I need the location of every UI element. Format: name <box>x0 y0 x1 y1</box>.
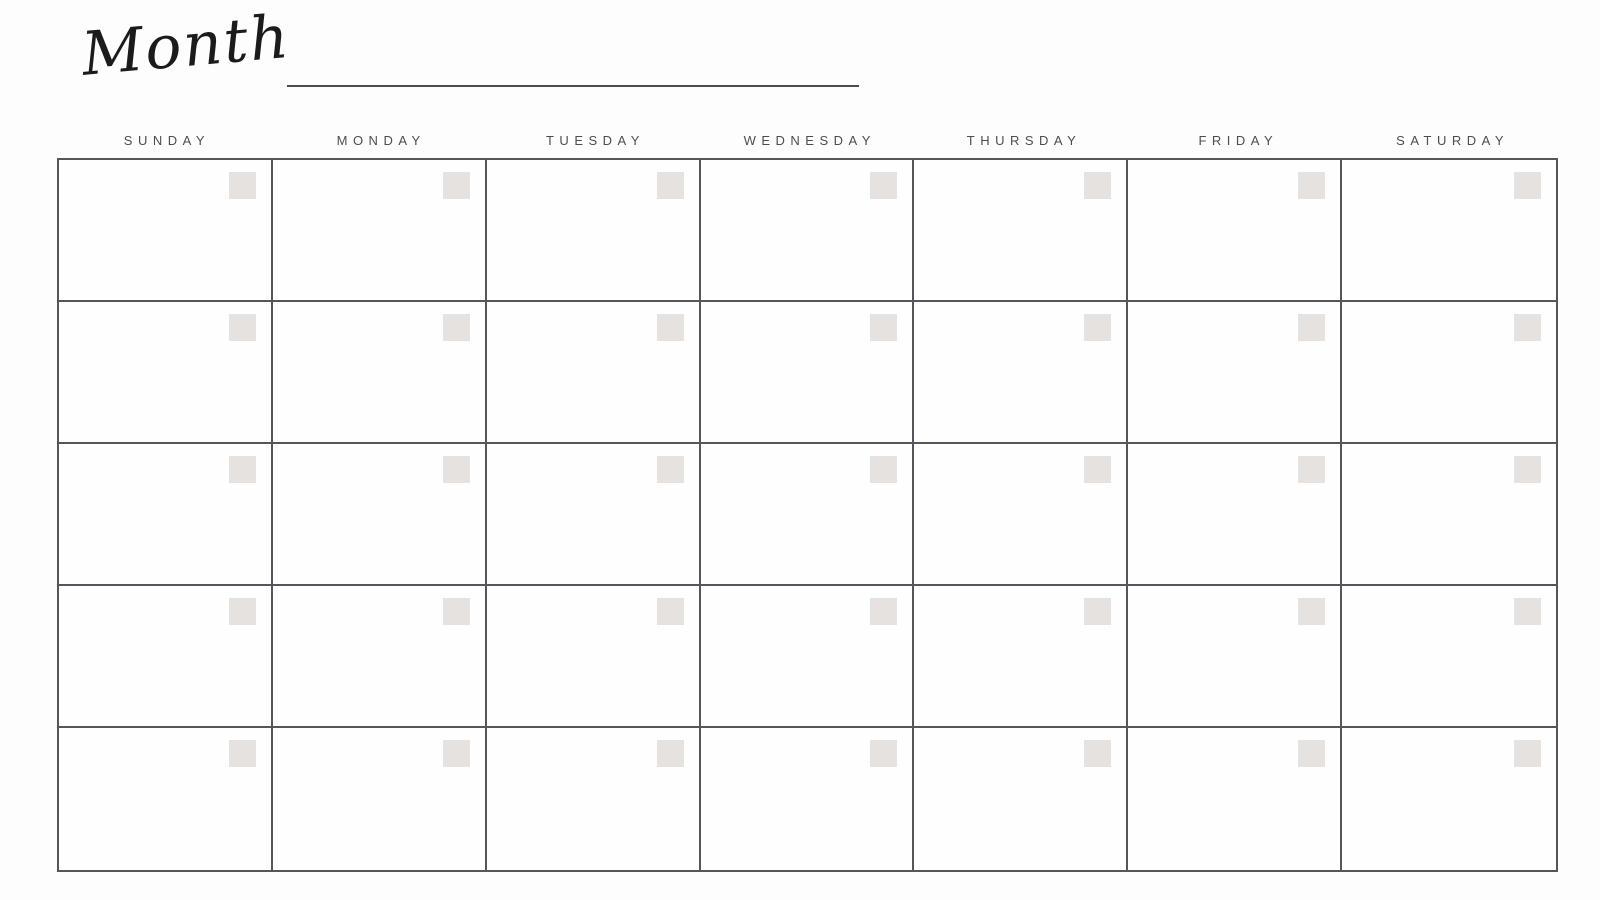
date-placeholder-square <box>229 314 256 341</box>
date-placeholder-square <box>1298 740 1325 767</box>
date-placeholder-square <box>443 740 470 767</box>
date-placeholder-square <box>1298 172 1325 199</box>
calendar-cell[interactable] <box>273 586 487 728</box>
date-placeholder-square <box>1514 456 1541 483</box>
calendar-cell[interactable] <box>701 444 915 586</box>
page-title: Month <box>78 1 294 90</box>
calendar-cell[interactable] <box>701 728 915 870</box>
calendar-cell[interactable] <box>487 586 701 728</box>
calendar-cell[interactable] <box>701 160 915 302</box>
calendar-cell[interactable] <box>1128 160 1342 302</box>
date-placeholder-square <box>1084 740 1111 767</box>
date-placeholder-square <box>229 598 256 625</box>
date-placeholder-square <box>870 456 897 483</box>
date-placeholder-square <box>443 456 470 483</box>
calendar-cell[interactable] <box>1342 728 1556 870</box>
date-placeholder-square <box>1298 314 1325 341</box>
calendar-cell[interactable] <box>487 444 701 586</box>
date-placeholder-square <box>657 598 684 625</box>
date-placeholder-square <box>229 172 256 199</box>
date-placeholder-square <box>657 172 684 199</box>
date-placeholder-square <box>229 740 256 767</box>
calendar-cell[interactable] <box>59 444 273 586</box>
date-placeholder-square <box>870 598 897 625</box>
calendar-cell[interactable] <box>1128 586 1342 728</box>
calendar-cell[interactable] <box>1128 728 1342 870</box>
date-placeholder-square <box>443 172 470 199</box>
date-placeholder-square <box>657 314 684 341</box>
date-placeholder-square <box>1084 314 1111 341</box>
date-placeholder-square <box>1514 740 1541 767</box>
date-placeholder-square <box>443 598 470 625</box>
calendar-cell[interactable] <box>914 728 1128 870</box>
date-placeholder-square <box>1084 598 1111 625</box>
date-placeholder-square <box>1514 314 1541 341</box>
calendar-cell[interactable] <box>914 302 1128 444</box>
day-header-sunday: SUNDAY <box>123 132 210 148</box>
calendar-cell[interactable] <box>1342 444 1556 586</box>
calendar-cell[interactable] <box>59 586 273 728</box>
month-fill-in-line[interactable] <box>287 30 859 87</box>
calendar-grid <box>57 158 1558 872</box>
calendar-cell[interactable] <box>1342 586 1556 728</box>
date-placeholder-square <box>1514 172 1541 199</box>
date-placeholder-square <box>1298 598 1325 625</box>
calendar-cell[interactable] <box>273 444 487 586</box>
calendar-cell[interactable] <box>701 302 915 444</box>
day-header-wednesday: WEDNESDAY <box>743 132 876 148</box>
day-header-thursday: THURSDAY <box>966 132 1082 148</box>
date-placeholder-square <box>443 314 470 341</box>
date-placeholder-square <box>657 740 684 767</box>
calendar-cell[interactable] <box>487 728 701 870</box>
date-placeholder-square <box>229 456 256 483</box>
calendar-cell[interactable] <box>1342 302 1556 444</box>
day-header-row <box>57 129 1557 151</box>
calendar-cell[interactable] <box>701 586 915 728</box>
date-placeholder-square <box>657 456 684 483</box>
day-header-tuesday: TUESDAY <box>545 132 645 148</box>
calendar-cell[interactable] <box>1128 444 1342 586</box>
day-header-friday: FRIDAY <box>1198 132 1279 148</box>
calendar-cell[interactable] <box>273 302 487 444</box>
calendar-cell[interactable] <box>273 728 487 870</box>
date-placeholder-square <box>870 314 897 341</box>
date-placeholder-square <box>870 172 897 199</box>
day-header-monday: MONDAY <box>336 132 426 148</box>
date-placeholder-square <box>1084 456 1111 483</box>
calendar-cell[interactable] <box>1128 302 1342 444</box>
calendar-cell[interactable] <box>914 444 1128 586</box>
calendar-cell[interactable] <box>487 160 701 302</box>
day-header-saturday: SATURDAY <box>1396 132 1510 148</box>
calendar-cell[interactable] <box>914 586 1128 728</box>
calendar-cell[interactable] <box>914 160 1128 302</box>
calendar-cell[interactable] <box>273 160 487 302</box>
date-placeholder-square <box>1514 598 1541 625</box>
date-placeholder-square <box>1298 456 1325 483</box>
calendar-cell[interactable] <box>59 160 273 302</box>
calendar-cell[interactable] <box>487 302 701 444</box>
calendar-cell[interactable] <box>59 728 273 870</box>
date-placeholder-square <box>1084 172 1111 199</box>
calendar-cell[interactable] <box>59 302 273 444</box>
date-placeholder-square <box>870 740 897 767</box>
calendar-cell[interactable] <box>1342 160 1556 302</box>
